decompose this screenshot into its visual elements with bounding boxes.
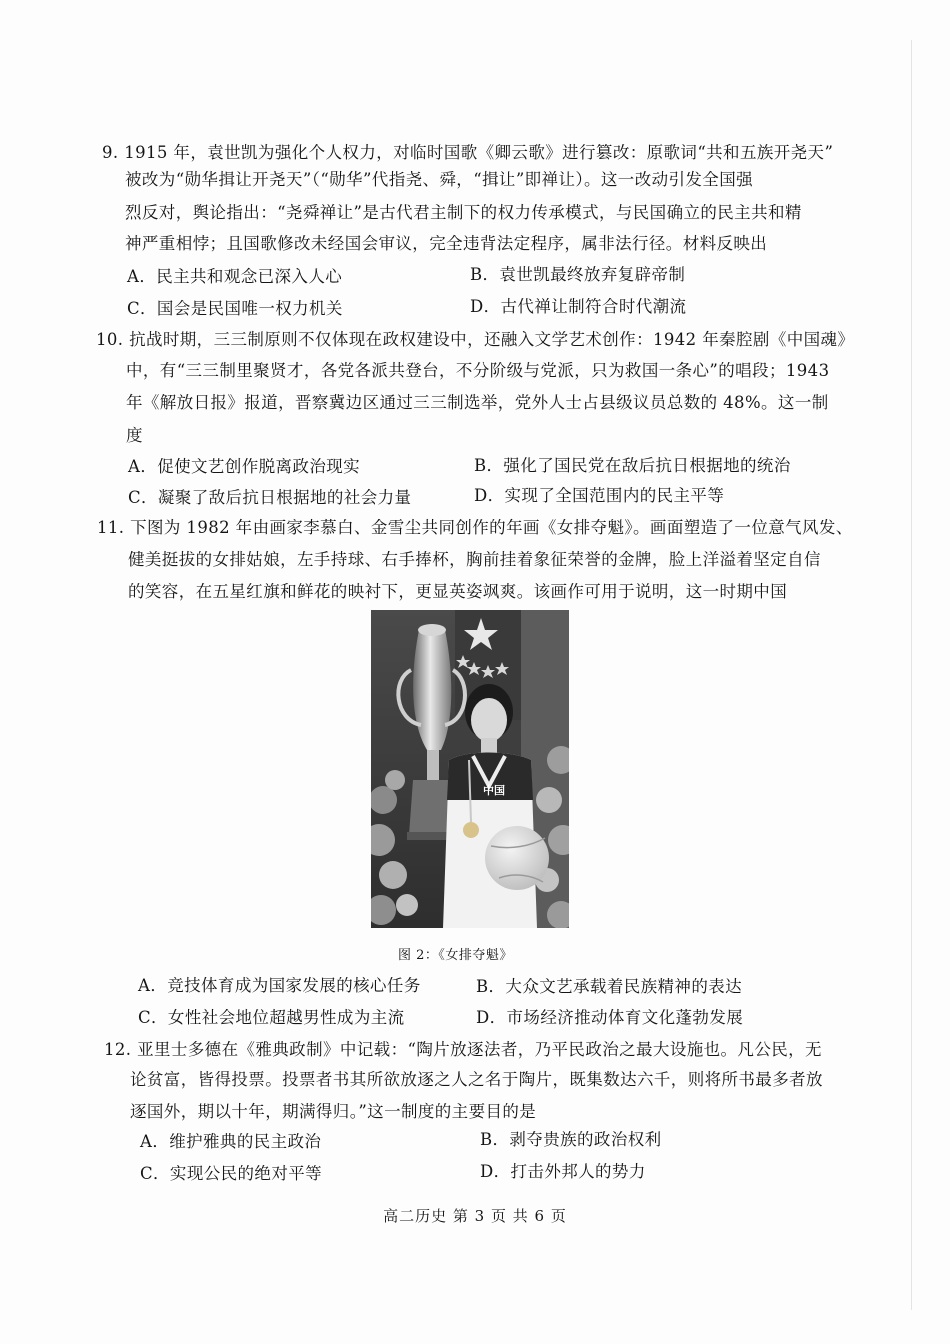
question-10-line-1: 10. 抗战时期，三三制原则不仅体现在政权建设中，还融入文学艺术创作：1942 年秦腔剧《中国魂》 — [96, 330, 855, 349]
question-9-line-1: 9. 1915 年，袁世凯为强化个人权力，对临时国歌《卿云歌》进行篡改：原歌词“共和五族开尧天” — [102, 143, 834, 162]
question-12-option-b[interactable]: B．剥夺贵族的政治权利 — [480, 1130, 662, 1149]
question-11-option-b[interactable]: B．大众文艺承载着民族精神的表达 — [476, 977, 743, 996]
question-9-option-d[interactable]: D．古代禅让制符合时代潮流 — [470, 297, 687, 316]
question-9-line-2: 被改为“勋华揖让开尧天”（“勋华”代指尧、舜，“揖让”即禅让）。这一改动引发全国强 — [125, 170, 754, 189]
question-10-line-3: 年《解放日报》报道，晋察冀边区通过三三制选举，党外人士占县级议员总数的 48%。这一制 — [126, 393, 829, 412]
question-9-line-3: 烈反对，舆论指出：“尧舜禅让”是古代君主制下的权力传承模式，与民国确立的民主共和精 — [125, 203, 802, 222]
jersey-text: 中国 — [483, 785, 505, 797]
question-12-line-3: 逐国外，期以十年，期满得归。”这一制度的主要目的是 — [130, 1102, 537, 1121]
question-10-line-2: 中，有“三三制里聚贤才，各党各派共登台，不分阶级与党派，只为救国一条心”的唱段；1943 — [126, 361, 830, 380]
medal-icon — [463, 822, 479, 838]
question-10-option-b[interactable]: B．强化了国民党在敌后抗日根据地的统治 — [474, 456, 791, 475]
question-10-option-d[interactable]: D．实现了全国范围内的民主平等 — [474, 486, 725, 505]
page-footer: 高二历史 第 3 页 共 6 页 — [383, 1207, 567, 1225]
question-9-option-a[interactable]: A．民主共和观念已深入人心 — [127, 267, 343, 286]
question-12-option-c[interactable]: C．实现公民的绝对平等 — [140, 1164, 323, 1183]
question-11-option-d[interactable]: D．市场经济推动体育文化蓬勃发展 — [476, 1008, 744, 1027]
question-10-option-a[interactable]: A．促使文艺创作脱离政治现实 — [128, 457, 361, 476]
question-10-line-4: 度 — [126, 426, 143, 445]
scan-edge — [911, 40, 912, 1310]
question-12-line-1: 12. 亚里士多德在《雅典政制》中记载：“陶片放逐法者，乃平民政治之最大设施也。凡公民，无 — [104, 1040, 822, 1059]
question-11-option-a[interactable]: A．竞技体育成为国家发展的核心任务 — [138, 976, 421, 995]
question-12-option-d[interactable]: D．打击外邦人的势力 — [480, 1162, 646, 1181]
poster-illustration — [371, 610, 569, 928]
question-11-line-2: 健美挺拔的女排姑娘，左手持球、右手捧杯，胸前挂着象征荣誉的金牌，脸上洋溢着坚定自信 — [128, 550, 821, 569]
question-11-line-1: 11. 下图为 1982 年由画家李慕白、金雪尘共同创作的年画《女排夺魁》。画面塑造了一位意气风发、 — [97, 518, 853, 537]
question-10-option-c[interactable]: C．凝聚了敌后抗日根据地的社会力量 — [128, 488, 412, 507]
question-9-option-b[interactable]: B．袁世凯最终放弃复辟帝制 — [470, 265, 686, 284]
question-12-line-2: 论贫富，皆得投票。投票者书其所欲放逐之人之名于陶片，既集数达六千，则将所书最多者放 — [130, 1070, 823, 1089]
question-9-line-4: 神严重相悖；且国歌修改未经国会审议，完全违背法定程序，属非法行径。材料反映出 — [125, 234, 768, 253]
question-11-option-c[interactable]: C．女性社会地位超越男性成为主流 — [138, 1008, 405, 1027]
figure-caption: 图 2：《女排夺魁》 — [398, 948, 513, 963]
question-11-line-3: 的笑容，在五星红旗和鲜花的映衬下，更显英姿飒爽。该画作可用于说明，这一时期中国 — [128, 582, 788, 601]
question-9-option-c[interactable]: C．国会是民国唯一权力机关 — [127, 299, 343, 318]
question-12-option-a[interactable]: A．维护雅典的民主政治 — [140, 1132, 322, 1151]
volleyball-poster-image — [371, 610, 569, 928]
